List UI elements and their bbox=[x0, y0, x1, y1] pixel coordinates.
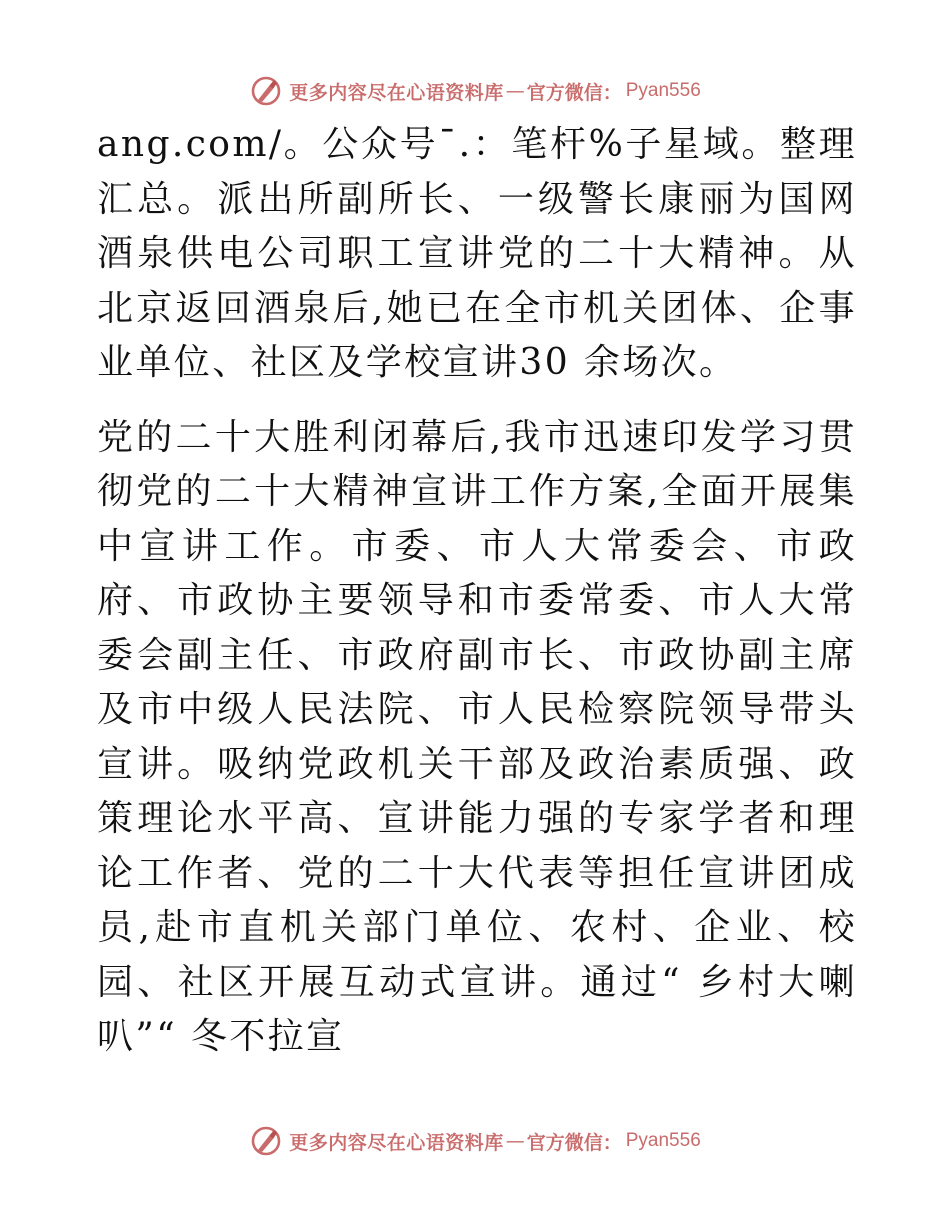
header-site-text: 更多内容尽在心语资料库 bbox=[289, 81, 504, 104]
footer-banner bbox=[0, 1121, 950, 1161]
header-separator: — bbox=[505, 80, 525, 102]
document-body bbox=[97, 118, 857, 1065]
paragraph-2: 党的二十大胜利闭幕后,我市迅速印发学习贯彻党的二十大精神宣讲工作方案,全面开展集中宣讲工作。市委、市人大常委会、市政府、市政协主要领导和市委常委、市人大常委会副主任、市政府副市长、市政协副主席及市中级人民法院、市人民检察院领导带头宣讲。吸纳党政机关干部及政治素质强、政策理论水平高、宣讲能力强的专家学者和理论工作者、党的二十大代表等担任宣讲团成员,赴市直机关部门单位、农村、企业、校园、社区开展互动式宣讲。通过“ 乡村大喇叭”“ 冬不拉宣 bbox=[97, 416, 857, 1057]
footer-wechat-id: Pyan556 bbox=[625, 1130, 701, 1151]
footer-separator: — bbox=[505, 1130, 525, 1152]
paragraph-1: ang.com/。公众号¯.：笔杆%子星域。整理汇总。派出所副所长、一级警长康丽为国网酒泉供电公司职工宣讲党的二十大精神。从北京返回酒泉后,她已在全市机关团体、企事业单位、社区及学校宣讲30 余场次。 bbox=[97, 124, 857, 383]
header-banner bbox=[0, 71, 950, 111]
header-wechat-id: Pyan556 bbox=[625, 80, 701, 101]
header-wechat-label: 官方微信： bbox=[526, 81, 622, 104]
footer-wechat-label: 官方微信： bbox=[526, 1131, 622, 1154]
pen-logo-icon bbox=[249, 74, 283, 108]
footer-site-text: 更多内容尽在心语资料库 bbox=[289, 1131, 504, 1154]
pen-logo-icon bbox=[249, 1124, 283, 1158]
